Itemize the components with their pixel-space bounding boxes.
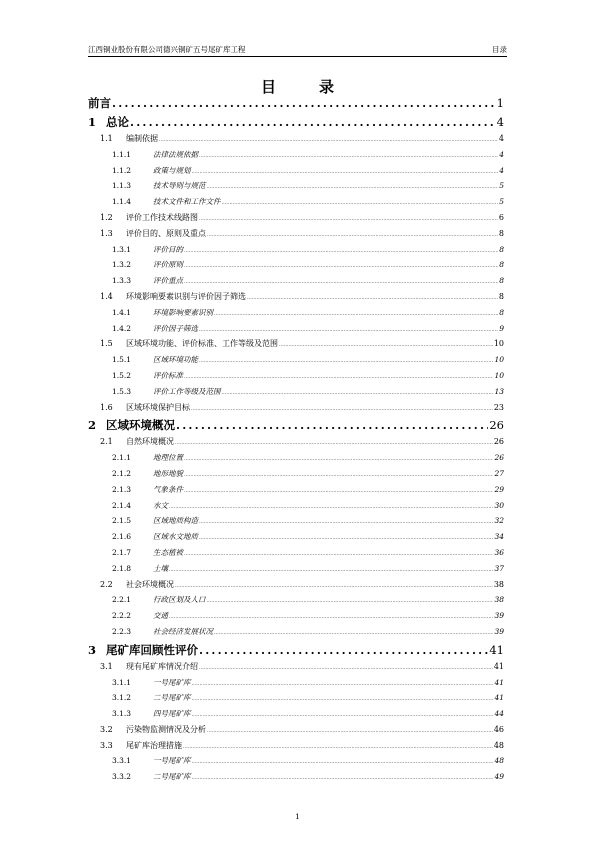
toc-entry-level-1[interactable]: [88, 740, 504, 756]
toc-entry-title: 法律法规依据: [153, 149, 198, 159]
toc-entry-page: 29: [494, 484, 504, 494]
toc-dot-leader: [279, 342, 493, 348]
toc-dot-leader: [130, 115, 496, 129]
toc-entry-page: 49: [494, 772, 504, 782]
toc-entry-title: 尾矿库治理措施: [126, 740, 182, 750]
toc-entry-title: 地形地貌: [153, 468, 183, 478]
toc-entry-number: 1.5.2: [112, 370, 132, 380]
toc-entry-level-2[interactable]: [88, 275, 504, 291]
toc-entry-level-2[interactable]: [88, 370, 504, 386]
toc-dot-leader: [192, 681, 494, 687]
toc-entry-page: 8: [498, 291, 504, 301]
toc-entry-title: 尾矿库回顾性评价: [106, 642, 198, 657]
toc-dot-leader: [192, 696, 494, 702]
toc-entry-number: 2.1.8: [112, 563, 132, 573]
toc-entry-page: 26: [494, 453, 504, 463]
toc-entry-title: 自然环境概况: [126, 437, 174, 447]
toc-entry-page: 38: [494, 595, 504, 605]
toc-entry-level-1[interactable]: [88, 661, 504, 677]
toc-dot-leader: [214, 311, 498, 317]
toc-entry-page: 41: [494, 693, 504, 703]
toc-dot-leader: [207, 184, 499, 190]
toc-entry-page: 8: [499, 244, 504, 254]
toc-entry-title: 四号尾矿库: [153, 709, 191, 719]
toc-entry-number: 3.1.3: [112, 709, 132, 719]
toc-entry-title: 评价目的: [153, 244, 183, 254]
toc-entry-title: 政策与规划: [153, 165, 191, 175]
toc-entry-page: 41: [493, 661, 504, 671]
toc-entry-title: 区域地质构造: [153, 516, 198, 526]
toc-entry-title: 总论: [106, 115, 129, 129]
page-number: 1: [295, 812, 300, 821]
toc-entry-number: 1: [88, 115, 97, 129]
toc-entry-title: 生态植被: [153, 547, 183, 557]
toc-entry-level-0[interactable]: [88, 95, 504, 114]
toc-entry-number: 3.3.2: [112, 772, 132, 782]
toc-entry-number: 2.1.4: [112, 500, 132, 510]
toc-dot-leader: [207, 728, 493, 734]
toc-entry-level-2[interactable]: [88, 149, 504, 165]
toc-entry-title: 环境影响要素识别与评价因子筛选: [126, 291, 246, 301]
toc-entry-level-1[interactable]: [88, 212, 504, 228]
toc-entry-page: 13: [494, 386, 504, 396]
toc-dot-leader: [184, 263, 498, 269]
toc-entry-number: 1.6: [100, 402, 113, 412]
toc-entry-page: 8: [499, 276, 504, 286]
toc-entry-level-2[interactable]: [88, 468, 504, 484]
toc-entry-level-2[interactable]: [88, 771, 504, 787]
toc-entry-level-2[interactable]: [88, 626, 504, 642]
toc-entry-number: 3.1.1: [112, 677, 132, 687]
toc-entry-level-0[interactable]: [88, 417, 504, 436]
toc-entry-number: 2: [88, 418, 97, 433]
toc-dot-leader: [222, 200, 499, 206]
toc-entry-title: 评价目的、原则及重点: [126, 228, 206, 238]
toc-entry-title: 技术文件和工作文件: [153, 197, 221, 207]
toc-entry-page: 44: [494, 709, 504, 719]
toc-entry-level-1[interactable]: [88, 436, 504, 452]
toc-entry-level-2[interactable]: [88, 547, 504, 563]
toc-entry-level-2[interactable]: [88, 180, 504, 196]
toc-entry-page: 6: [498, 212, 504, 222]
toc-entry-title: 土壤: [153, 563, 168, 573]
toc-entry-number: 2.1.5: [112, 516, 132, 526]
toc-entry-page: 26: [493, 437, 504, 447]
toc-entry-title: 污染物监测情况及分析: [126, 724, 206, 734]
toc-entry-level-2[interactable]: [88, 323, 504, 339]
toc-dot-leader: [176, 418, 488, 432]
toc-dot-leader: [184, 551, 493, 557]
toc-entry-number: 1.1.2: [112, 165, 132, 175]
toc-entry-number: 1.5: [100, 339, 113, 349]
toc-entry-level-2[interactable]: [88, 354, 504, 370]
toc-dot-leader: [214, 630, 493, 636]
toc-entry-page: 46: [493, 724, 504, 734]
toc-entry-title: 区域环境保护目标: [126, 402, 190, 412]
toc-entry-level-2[interactable]: [88, 484, 504, 500]
toc-entry-title: 评价工作等级及范围: [153, 386, 221, 396]
toc-entry-number: 3.1: [100, 661, 113, 671]
toc-dot-leader: [207, 598, 494, 604]
toc-entry-level-2[interactable]: [88, 531, 504, 547]
toc-entry-page: 38: [493, 579, 504, 589]
toc-dot-leader: [199, 153, 498, 159]
toc-entry-title: 行政区划及人口: [153, 595, 206, 605]
toc-entry-level-1[interactable]: [88, 579, 504, 595]
toc-entry-title: 地理位置: [153, 453, 183, 463]
toc-entry-number: 2.2.1: [112, 595, 132, 605]
toc-dot-leader: [192, 759, 494, 765]
toc-entry-number: 1.2: [100, 212, 113, 222]
toc-entry-page: 39: [494, 611, 504, 621]
toc-entry-number: 1.3.1: [112, 244, 132, 254]
toc-entry-level-2[interactable]: [88, 259, 504, 275]
toc-dot-leader: [184, 488, 493, 494]
toc-dot-leader: [184, 472, 493, 478]
toc-dot-leader: [175, 583, 493, 589]
toc-entry-title: 区域环境功能: [153, 355, 198, 365]
toc-dot-leader: [199, 327, 498, 333]
toc-dot-leader: [169, 504, 493, 510]
toc-entry-number: 2.2.2: [112, 611, 132, 621]
toc-entry-level-1[interactable]: [88, 228, 504, 244]
toc-entry-level-1[interactable]: [88, 133, 504, 149]
toc-entry-title: 评价重点: [153, 276, 183, 286]
toc-entry-number: 2.1.1: [112, 453, 132, 463]
toc-entry-number: 2.1.2: [112, 468, 132, 478]
toc-entry-title: 编制依据: [126, 134, 158, 143]
toc-dot-leader: [169, 614, 493, 620]
toc-dot-leader: [207, 232, 498, 238]
toc-entry-number: 2.2.3: [112, 626, 132, 636]
toc-entry-number: 1.1.3: [112, 181, 132, 191]
toc-entry-page: 9: [499, 323, 504, 333]
toc-entry-level-0[interactable]: [88, 642, 504, 661]
toc-entry-number: 1.1.4: [112, 197, 132, 207]
toc-entry-page: 10: [493, 339, 504, 349]
toc-entry-title: 评价原则: [153, 260, 183, 270]
toc-dot-leader: [199, 358, 493, 364]
toc-entry-title: 前言: [88, 96, 111, 110]
toc-entry-title: 二号尾矿库: [153, 772, 191, 782]
toc-title: 目 录: [260, 78, 348, 96]
toc-entry-number: 1.3.2: [112, 260, 132, 270]
toc-entry-page: 48: [494, 756, 504, 766]
toc-entry-number: 2.1.7: [112, 547, 132, 557]
toc-entry-number: 1.4.1: [112, 307, 132, 317]
toc-entry-page: 10: [494, 355, 504, 365]
toc-dot-leader: [199, 643, 488, 657]
toc-entry-title: 评价标准: [153, 370, 183, 380]
toc-entry-level-1[interactable]: [88, 338, 504, 354]
toc-entry-level-2[interactable]: [88, 610, 504, 626]
toc-entry-level-2[interactable]: [88, 196, 504, 212]
toc-dot-leader: [192, 169, 499, 175]
toc-entry-page: 4: [499, 165, 504, 175]
toc-entry-title: 一号尾矿库: [153, 756, 191, 766]
toc-entry-page: 4: [499, 149, 504, 159]
toc-dot-leader: [184, 374, 493, 380]
toc-entry-title: 评价工作技术线路图: [126, 212, 198, 222]
toc-dot-leader: [247, 295, 498, 301]
toc-entry-number: 3.1.2: [112, 693, 132, 703]
toc-entry-page: 39: [494, 626, 504, 636]
table-of-contents: [88, 95, 504, 787]
toc-entry-number: 1.1.1: [112, 149, 132, 159]
toc-entry-number: 1.4.2: [112, 323, 132, 333]
toc-entry-title: 社会环境概况: [126, 579, 174, 589]
toc-entry-page: 5: [499, 197, 504, 207]
toc-entry-number: 1.3.3: [112, 276, 132, 286]
toc-entry-number: 3.3.1: [112, 756, 132, 766]
toc-entry-page: 30: [494, 500, 504, 510]
toc-dot-leader: [169, 567, 493, 573]
toc-dot-leader: [199, 519, 493, 525]
toc-entry-title: 区域环境概况: [106, 418, 175, 433]
toc-entry-page: 8: [498, 228, 504, 238]
toc-entry-number: 1.4: [100, 291, 113, 301]
toc-entry-level-1[interactable]: [88, 291, 504, 307]
toc-entry-level-2[interactable]: [88, 708, 504, 724]
toc-entry-title: 环境影响要素识别: [153, 307, 213, 317]
toc-entry-page: 27: [494, 468, 504, 478]
toc-entry-page: 37: [494, 563, 504, 573]
toc-entry-title: 水文: [153, 500, 168, 510]
toc-entry-number: 1.5.3: [112, 386, 132, 396]
toc-dot-leader: [184, 456, 493, 462]
toc-entry-number: 3: [88, 642, 97, 657]
toc-entry-level-2[interactable]: [88, 244, 504, 260]
toc-entry-level-1[interactable]: [88, 402, 504, 418]
toc-dot-leader: [184, 248, 498, 254]
toc-entry-number: 3.3: [100, 740, 113, 750]
toc-entry-level-2[interactable]: [88, 677, 504, 693]
toc-entry-number: 2.1.6: [112, 532, 132, 542]
toc-dot-leader: [199, 665, 493, 671]
toc-entry-title: 社会经济发展状况: [153, 626, 213, 636]
toc-entry-level-2[interactable]: [88, 692, 504, 708]
toc-entry-level-0[interactable]: [88, 114, 504, 133]
toc-dot-leader: [192, 712, 494, 718]
toc-entry-page: 4: [498, 134, 504, 143]
toc-entry-page: 8: [499, 307, 504, 317]
toc-entry-page: 41: [494, 677, 504, 687]
toc-entry-level-2[interactable]: [88, 500, 504, 516]
toc-entry-page: 36: [494, 547, 504, 557]
toc-entry-number: 2.2: [100, 579, 113, 589]
toc-entry-page: 41: [489, 642, 504, 657]
toc-entry-page: 23: [493, 402, 504, 412]
toc-entry-level-2[interactable]: [88, 594, 504, 610]
toc-dot-leader: [199, 535, 493, 541]
toc-entry-page: 1: [496, 96, 504, 110]
toc-dot-leader: [183, 744, 493, 750]
toc-entry-title: 评价因子筛选: [153, 323, 198, 333]
toc-entry-level-2[interactable]: [88, 563, 504, 579]
toc-entry-title: 区域水文地质: [153, 532, 198, 542]
toc-entry-title: 气象条件: [153, 484, 183, 494]
toc-entry-page: 10: [494, 370, 504, 380]
toc-entry-page: 5: [499, 181, 504, 191]
header-document-title: 江西铜业股份有限公司德兴铜矿五号尾矿库工程: [88, 45, 246, 54]
toc-dot-leader: [184, 279, 498, 285]
toc-entry-level-2[interactable]: [88, 452, 504, 468]
toc-entry-page: 8: [499, 260, 504, 270]
toc-dot-leader: [222, 390, 494, 396]
toc-entry-level-2[interactable]: [88, 307, 504, 323]
toc-entry-title: 现有尾矿库情况介绍: [126, 661, 198, 671]
toc-entry-page: 32: [494, 516, 504, 526]
toc-dot-leader: [159, 137, 498, 143]
toc-entry-page: 26: [489, 418, 504, 433]
toc-dot-leader: [192, 775, 494, 781]
toc-entry-page: 48: [493, 740, 504, 750]
toc-entry-number: 1.5.1: [112, 355, 132, 365]
toc-entry-title: 二号尾矿库: [153, 693, 191, 703]
toc-entry-number: 3.2: [100, 724, 113, 734]
toc-entry-title: 一号尾矿库: [153, 677, 191, 687]
toc-entry-number: 2.1.3: [112, 484, 132, 494]
toc-entry-number: 1.1: [100, 134, 113, 143]
toc-entry-title: 技术导则与规范: [153, 181, 206, 191]
page-header: [88, 42, 507, 57]
toc-entry-level-2[interactable]: [88, 165, 504, 181]
toc-dot-leader: [199, 216, 498, 222]
toc-entry-number: 1.3: [100, 228, 113, 238]
toc-dot-leader: [191, 406, 493, 412]
toc-entry-level-2[interactable]: [88, 386, 504, 402]
toc-entry-level-2[interactable]: [88, 515, 504, 531]
toc-entry-title: 交通: [153, 611, 168, 621]
toc-dot-leader: [112, 96, 496, 110]
toc-entry-number: 2.1: [100, 437, 113, 447]
toc-dot-leader: [175, 440, 493, 446]
toc-entry-level-1[interactable]: [88, 724, 504, 740]
toc-entry-page: 4: [496, 115, 504, 129]
toc-entry-page: 34: [494, 532, 504, 542]
toc-entry-level-2[interactable]: [88, 755, 504, 771]
header-section-label: 目录: [492, 45, 507, 54]
toc-entry-title: 区域环境功能、评价标准、工作等级及范围: [126, 339, 278, 349]
